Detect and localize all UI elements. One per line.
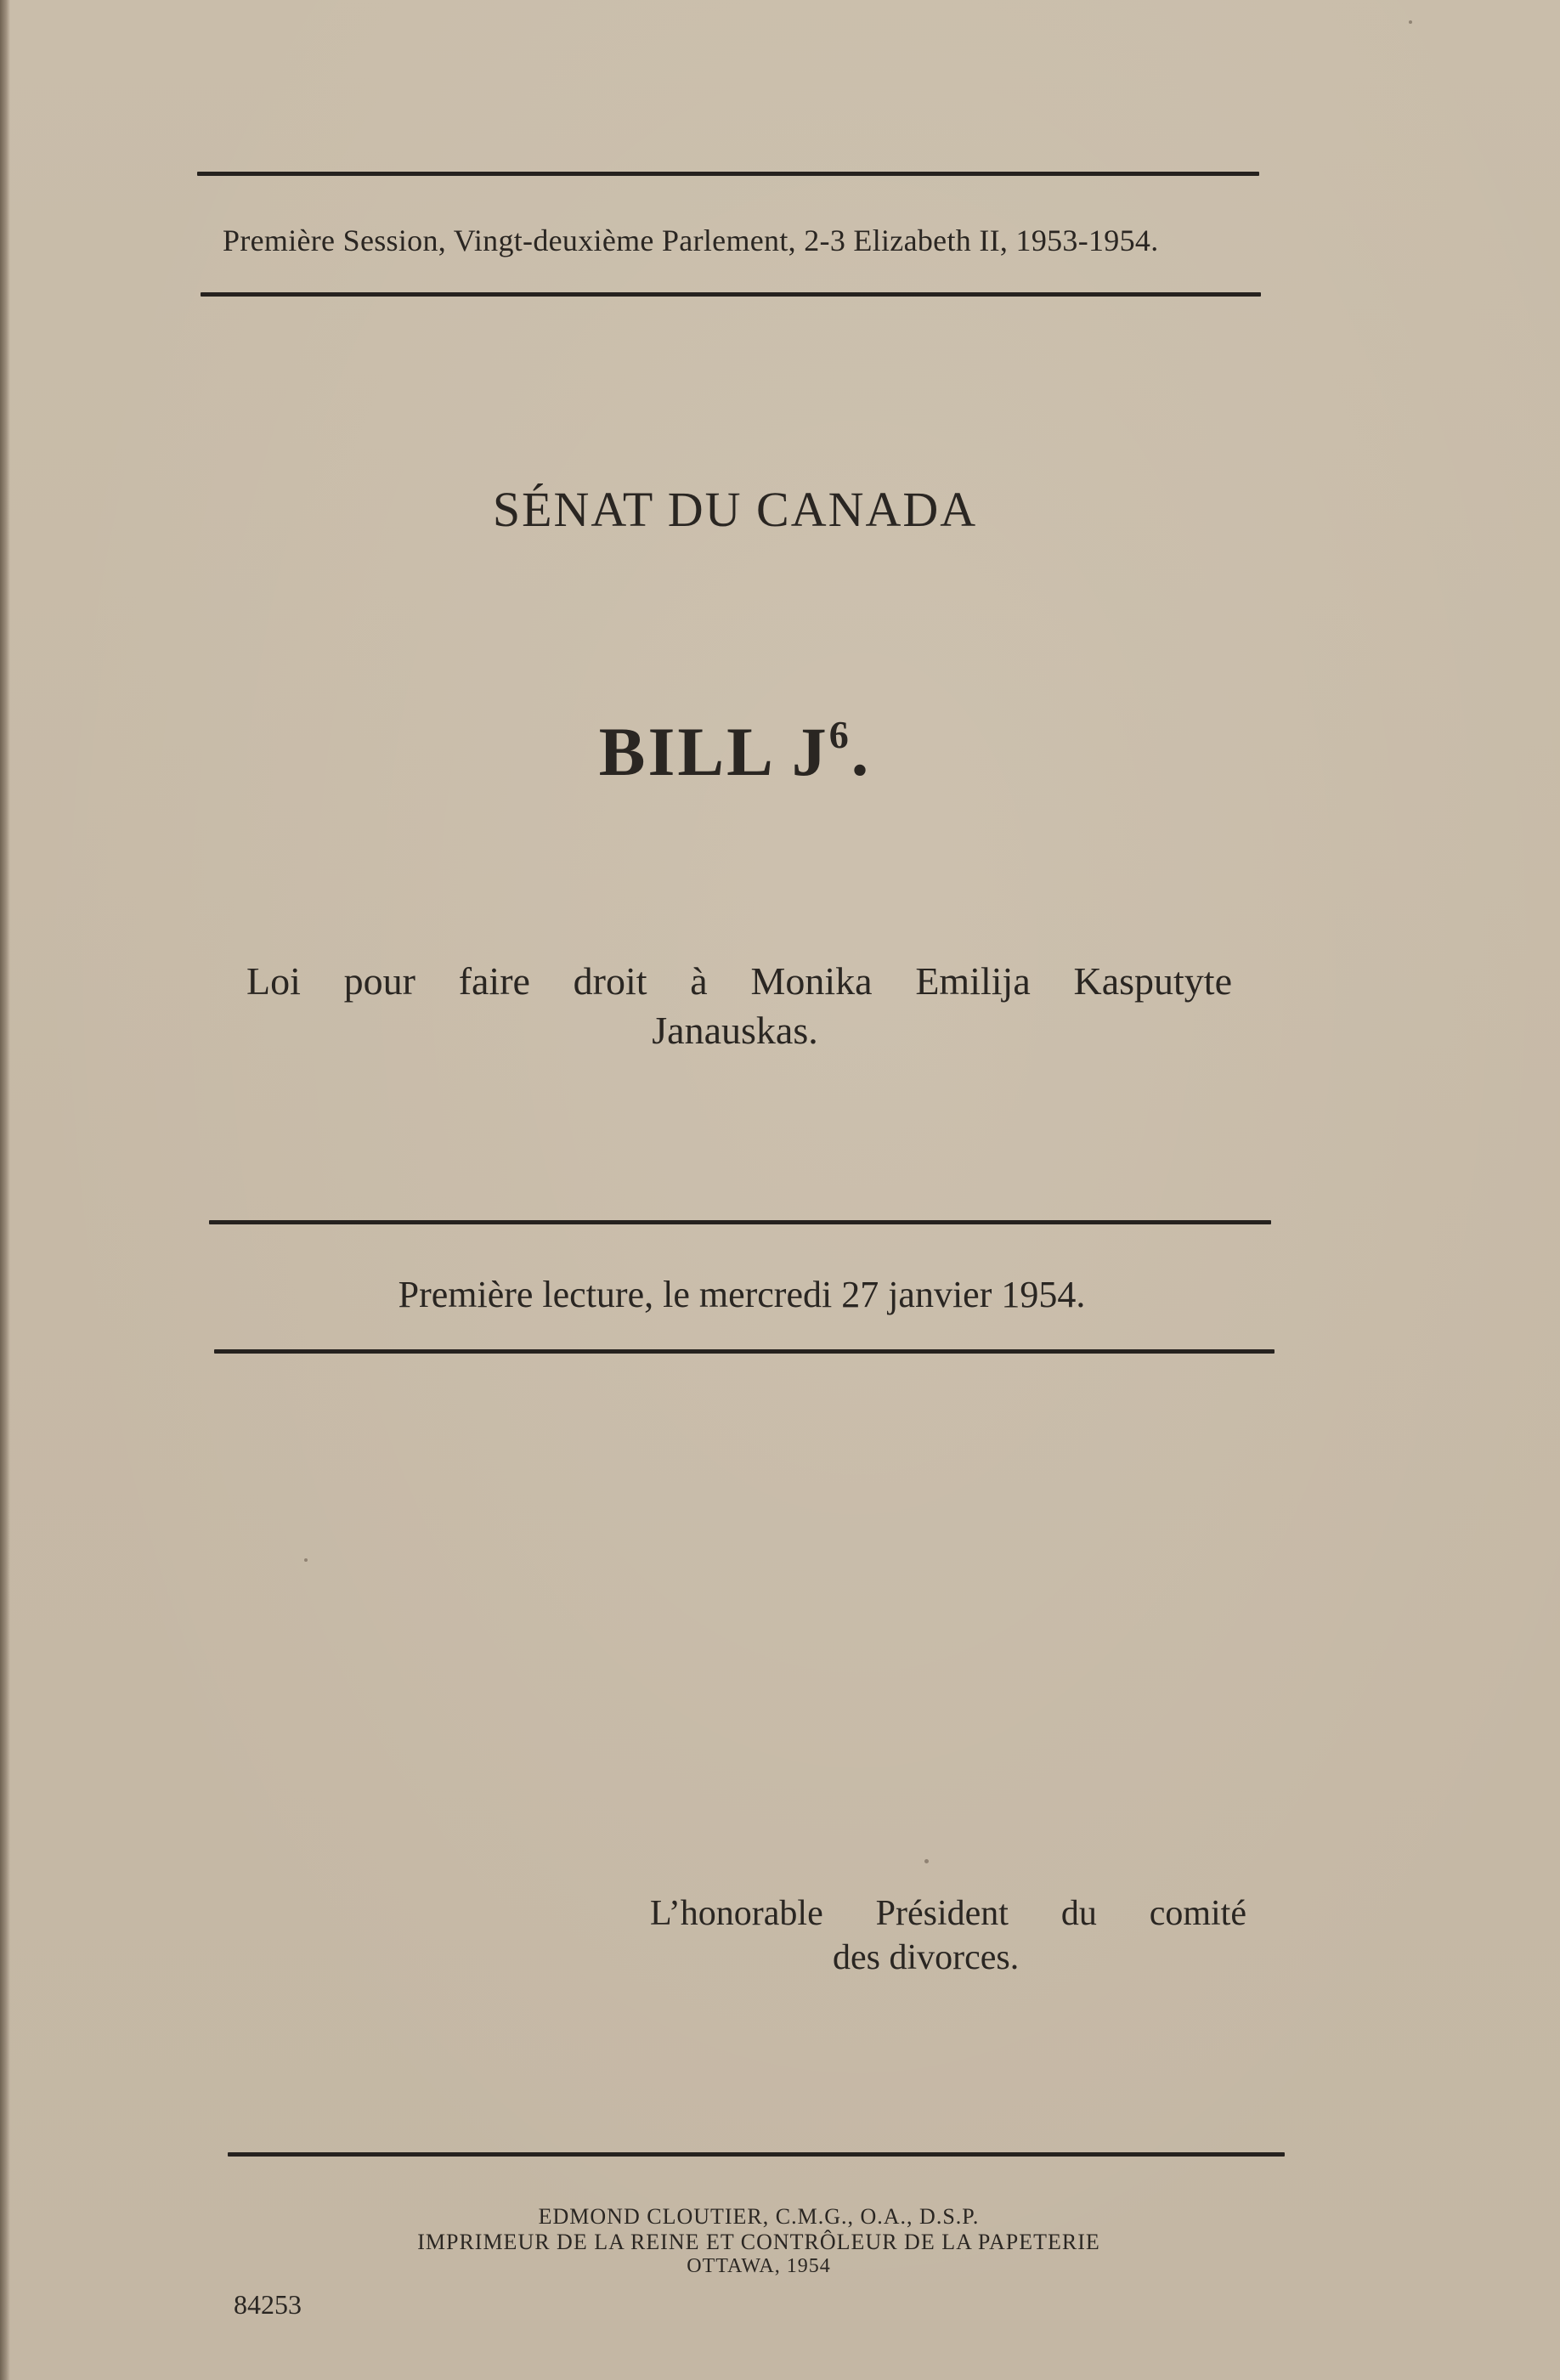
sponsor-line-1: L’honorable Président du comité bbox=[650, 1894, 1246, 1933]
bill-number bbox=[0, 712, 1470, 792]
paper-speck bbox=[924, 1859, 929, 1863]
header-bottom-rule bbox=[201, 292, 1261, 297]
page-binding-edge bbox=[0, 0, 10, 2380]
reading-bottom-rule bbox=[214, 1349, 1275, 1354]
printer-location: OTTAWA, 1954 bbox=[687, 2255, 831, 2277]
chamber-heading: SÉNAT DU CANADA bbox=[492, 482, 978, 537]
document-number: 84253 bbox=[234, 2289, 302, 2320]
reading-top-rule bbox=[209, 1220, 1271, 1224]
first-reading-line: Première lecture, le mercredi 27 janvier 1954. bbox=[398, 1274, 1086, 1315]
footer-rule bbox=[228, 2152, 1285, 2157]
paper-speck bbox=[1409, 20, 1412, 24]
header-top-rule bbox=[197, 172, 1259, 176]
bill-superscript: 6 bbox=[828, 713, 851, 756]
bill-title-line-2: Janauskas. bbox=[652, 1009, 818, 1052]
bill-title-line-1: Loi pour faire droit à Monika Emilija Kasputyte bbox=[246, 959, 1232, 1003]
printer-title: IMPRIMEUR DE LA REINE ET CONTRÔLEUR DE LA PAPETERIE bbox=[417, 2230, 1100, 2254]
sponsor-line-2: des divorces. bbox=[833, 1938, 1020, 1977]
bill-label: BILL J bbox=[598, 713, 829, 790]
bill-suffix: . bbox=[851, 713, 872, 790]
paper-speck bbox=[304, 1558, 308, 1562]
session-line: Première Session, Vingt-deuxième Parlement, 2-3 Elizabeth II, 1953-1954. bbox=[223, 223, 1159, 257]
printer-name: EDMOND CLOUTIER, C.M.G., O.A., D.S.P. bbox=[538, 2204, 980, 2229]
